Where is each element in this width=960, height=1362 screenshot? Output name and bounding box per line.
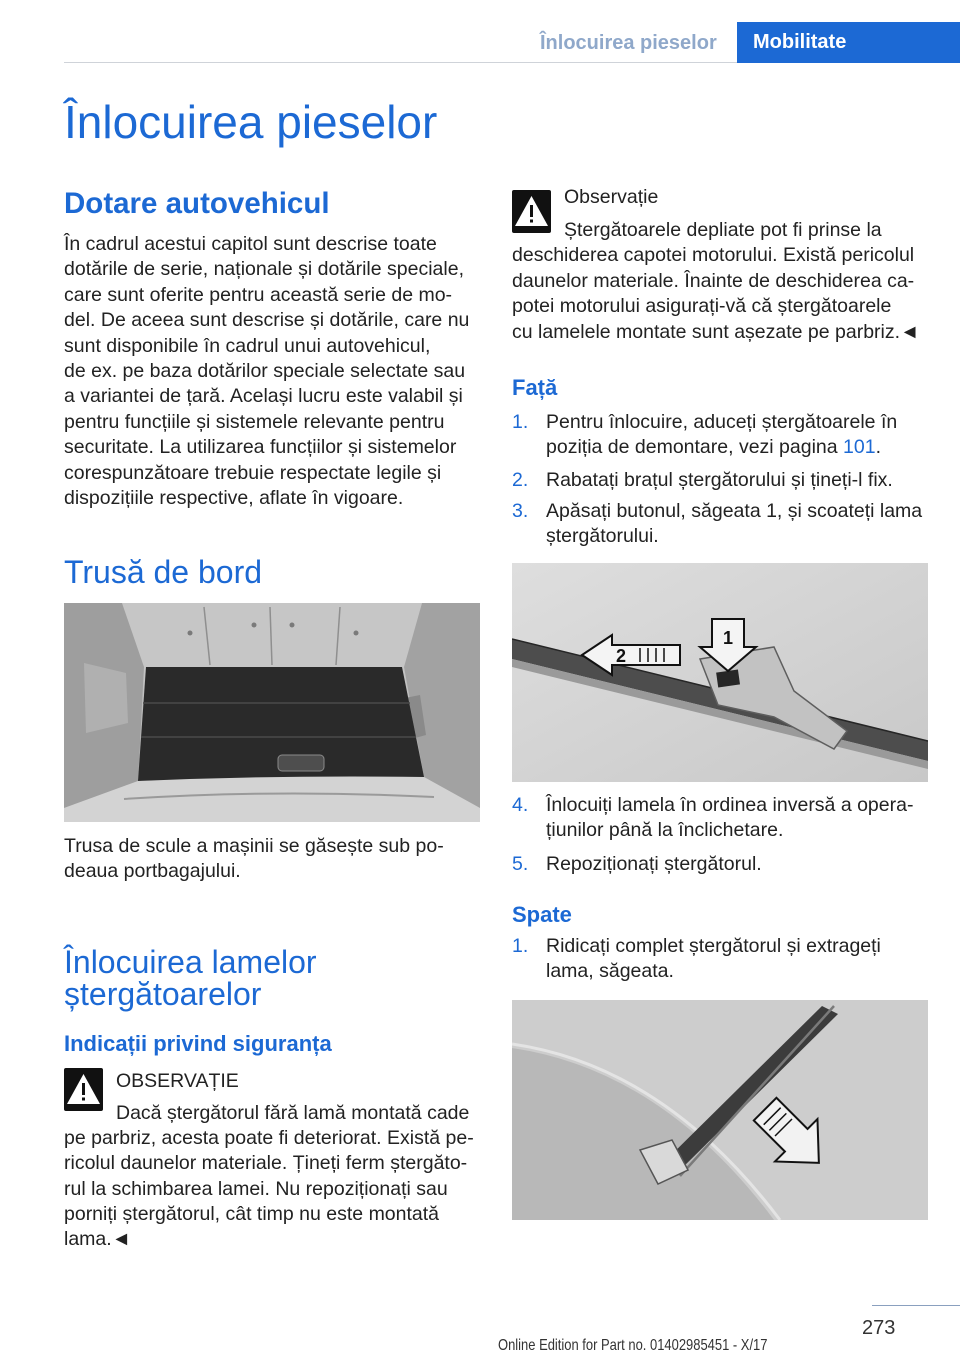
paragraph-line: În cadrul acestui capitol sunt descrise toate — [64, 233, 437, 255]
step-number: 2. — [512, 469, 529, 491]
step-number: 1. — [512, 411, 529, 433]
paragraph-line: sunt disponibile în cadrul unui autovehicul, — [64, 334, 431, 357]
header-chapter-tab-label: Mobilitate — [753, 31, 847, 53]
caption-line: Trusa de scule a mașinii se găsește sub po‐ — [64, 835, 444, 857]
rear-wiper-illustration — [512, 1000, 928, 1220]
wiper-blades-heading — [64, 946, 317, 1010]
step-line: ștergătorului. — [546, 524, 659, 547]
floor-handle — [278, 755, 324, 771]
step-number: 4. — [512, 794, 529, 816]
header-rule — [64, 62, 737, 63]
header-section-tab: Înlocuirea pieselor — [540, 32, 717, 54]
front-step-5 — [546, 852, 762, 877]
front-step-1 — [546, 410, 897, 461]
warning-line: pe parbriz, acesta poate fi deteriorat. Există pe‐ — [64, 1126, 474, 1149]
step-number: 5. — [512, 853, 529, 875]
footer-rule — [872, 1305, 960, 1306]
front-heading: Față — [512, 375, 558, 400]
warning-line: Dacă ștergătorul fără lamă montată cade — [116, 1101, 470, 1124]
warning-text — [64, 1101, 474, 1253]
paragraph-line: corespunzătoare trebuie respectate legile și — [64, 461, 442, 484]
step-number: 3. — [512, 499, 529, 522]
note-text — [512, 218, 919, 345]
rear-step-1 — [546, 934, 881, 985]
step-line: lama, săgeata. — [546, 960, 674, 983]
caption-line: deaua portbagajului. — [64, 860, 241, 883]
step-line: Apăsați butonul, săgeata 1, și scoateți lama — [546, 499, 923, 522]
arrow-2-label: 2 — [616, 646, 627, 666]
arrow-1-label: 1 — [723, 628, 734, 648]
paragraph-line: securitate. La utilizarea funcțiilor și sistemelor — [64, 436, 457, 459]
safety-heading: Indicații privind siguranța — [64, 1031, 332, 1056]
paragraph-line: de ex. pe baza dotărilor speciale selectate sau — [64, 359, 466, 382]
step-line: Înlocuiți lamela în ordinea inversă a opera‐ — [546, 794, 914, 816]
warning-line: ricolul daunelor materiale. Țineți ferm ștergăto‐ — [64, 1152, 468, 1175]
step-line: țiunilor până la înclichetare. — [546, 819, 784, 842]
warning-line: lama.◄ — [64, 1228, 131, 1251]
front-step-2 — [546, 468, 893, 493]
footer-edition: Online Edition for Part no. 01402985451 - X/17 — [498, 1337, 768, 1354]
front-step-4 — [546, 793, 913, 844]
page-number: 273 — [862, 1317, 896, 1339]
paragraph-line: del. De aceea sunt descrise și dotările, care nu — [64, 309, 470, 332]
note-line: Ștergătoarele depliate pot fi prinse la — [564, 219, 882, 241]
rear-heading: Spate — [512, 902, 572, 927]
step-line: Repoziționați ștergătorul. — [546, 853, 762, 875]
step-number: 1. — [512, 935, 529, 957]
page-title: Înlocuirea pieselor — [64, 96, 438, 148]
front-wiper-illustration — [512, 563, 928, 782]
paragraph-line: a variantei de țară. Același lucru este valabil și — [64, 385, 463, 408]
paragraph-line: pentru funcțiile și sistemele relevante pentru — [64, 410, 445, 433]
note-line: deschiderea capotei motorului. Există pericolul — [512, 244, 915, 267]
note-line: cu lamelele montate sunt așezate pe parbriz.◄ — [512, 320, 920, 343]
step-line: Rabatați brațul ștergătorului și țineți-l fix. — [546, 469, 893, 491]
heading-line: Înlocuirea lamelor — [64, 944, 317, 980]
warning-line: porniți ștergătorul, cât timp nu este montată — [64, 1203, 440, 1226]
toolkit-heading: Trusă de bord — [64, 554, 263, 590]
equipment-heading: Dotare autovehicul — [64, 187, 330, 220]
front-step-3 — [546, 499, 922, 550]
trunk-photo — [64, 603, 480, 822]
step-line — [546, 435, 897, 460]
page-reference-link[interactable]: 101 — [843, 436, 876, 459]
paragraph-line: care sunt oferite pentru această serie de mo‐ — [64, 283, 453, 306]
warning-title: OBSERVAȚIE — [116, 1070, 239, 1092]
step-line: Pentru înlocuire, aduceți ștergătoarele în — [546, 411, 898, 433]
note-title: Observație — [564, 186, 659, 208]
header-chapter-tab — [737, 22, 960, 63]
equipment-paragraph — [64, 232, 469, 511]
note-line: potei motorului asigurați-vă că ștergătoarele — [512, 295, 892, 318]
step-line-suffix: . — [875, 436, 881, 459]
paragraph-line: dotările de serie, naționale și dotările speciale, — [64, 258, 464, 281]
trunk-illustration — [64, 603, 480, 822]
toolkit-caption — [64, 834, 444, 885]
paragraph-line: dispozițiile respective, aflate în vigoare. — [64, 486, 404, 509]
step-line: Ridicați complet ștergătorul și extrageți — [546, 935, 881, 957]
note-line: daunelor materiale. Înainte de deschiderea ca‐ — [512, 269, 915, 292]
step-line-text: poziția de demontare, vezi pagina — [546, 436, 844, 459]
warning-line: rul la schimbarea lamei. Nu repoziționați sau — [64, 1177, 448, 1200]
heading-line: ștergătoarelor — [64, 976, 262, 1012]
